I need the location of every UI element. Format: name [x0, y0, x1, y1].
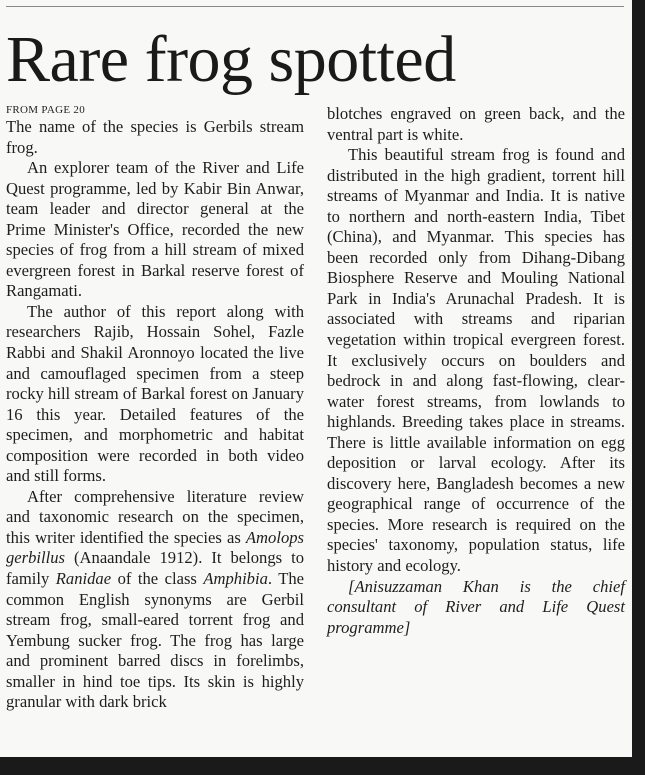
- text-run: of the class: [111, 569, 204, 589]
- paragraph: The author of this report along with researchers Rajib, Hossain Sohel, Fazle Rabbi and Shakil Aronnoyo located the live and camouflaged specimen from a steep rocky hill stream of Barkal forest on January 16 this year. Detailed features of the specimen, and morphometric and habitat composition were recorded in both video and still forms.: [6, 301, 304, 486]
- text-run: . The common English synonyms are Gerbil stream frog, small-eared torrent frog and Yembung sucker frog. The frog has large and prominent barred discs in forelimbs, smaller in hind toe tips. Its skin is highly granular with dark brick: [6, 569, 305, 712]
- paragraph: [6, 487, 304, 713]
- column-2: [327, 104, 625, 638]
- paragraph: The name of the species is Gerbils stream frog.: [6, 117, 304, 157]
- text-run: After comprehensive literature review and taxonomic research on the specimen, this writer identified the species as: [6, 486, 304, 547]
- family-name: Ranidae: [55, 569, 112, 589]
- top-rule: [6, 6, 624, 7]
- scientific-name: Amolops gerbillus: [6, 527, 304, 568]
- text-run: (Anaandale 1912). It belongs to family: [6, 548, 304, 589]
- headline: Rare frog spotted: [6, 23, 456, 96]
- paragraph: This beautiful stream frog is found and distributed in the high gradient, torrent hill streams of Myanmar and India. It is native to northern and north-eastern India, Tibet (China), and Myanmar. This species has been recorded only from Dihang-Dibang Biosphere Reserve and Mouling National Park in India's Arunachal Pradesh. It is associated with streams and riparian vegetation within tropical evergreen forest. It exclusively occurs on boulders and bedrock in and along fast-flowing, clear-water forest streams, from lowlands to highlands. Breeding takes place in streams. There is little available information on egg deposition or larval ecology. After its discovery here, Bangladesh becomes a new geographical range of occurrence of the species. More research is required on the species' taxonomy, population status, life history and ecology.: [327, 145, 625, 576]
- column-1: [6, 104, 304, 713]
- class-name: Amphibia: [203, 569, 268, 589]
- author-credit: [Anisuzzaman Khan is the chief consultant of River and Life Quest programme]: [327, 576, 625, 637]
- paragraph: blotches engraved on green back, and the ventral part is white.: [327, 104, 625, 144]
- jump-line: FROM PAGE 20: [6, 104, 85, 116]
- paragraph: An explorer team of the River and Life Quest programme, led by Kabir Bin Anwar, team leader and director general at the Prime Minister's Office, recorded the new species of frog from a hill stream of mixed evergreen forest in Barkal reserve forest of Rangamati.: [6, 158, 304, 301]
